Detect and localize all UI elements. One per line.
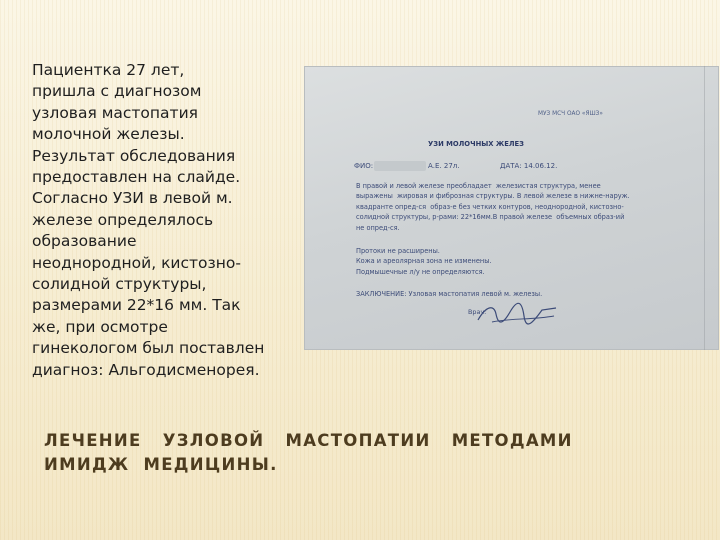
report-findings: В правой и левой железе преобладает железистая структура, менее выражены жировая и фиброзная структуры. В левой железе в нижне-наруж. квадранте опред-ся образ-е без четких контуров, неоднородной, кистозно- солидной структуры, р-рами: 22*16мм.В правой железе объемных образ-ий не опред-ся. <box>356 182 630 232</box>
report-fio-label: ФИО: <box>354 162 374 170</box>
report-document <box>304 66 719 350</box>
report-sign-label: Врач: <box>468 308 487 316</box>
paper-fold <box>704 66 705 350</box>
report-fio-value: А.Е. 27л. <box>428 162 460 170</box>
slide-title-line2: ИМИДЖ МЕДИЦИНЫ. <box>44 455 278 474</box>
report-date: ДАТА: 14.06.12. <box>500 162 558 170</box>
report-notes: Протоки не расширены. Кожа и ареолярная зона не изменены. Подмышечные л/у не определяются. <box>356 247 492 276</box>
report-org: МУЗ МСЧ ОАО «ЯШЗ» <box>538 111 603 117</box>
slide-body-text: Пациентка 27 лет, пришла с диагнозом узловая мастопатия молочной железы. Результат обследования предоставлен на слайде. Согласно УЗИ в левой м. железе определялось образование неоднородной, кистозно- солидной структуры, размерами 22*16 мм. Так же, при осмотре гинекологом был поставлен диагноз: Альгодисменорея. <box>32 61 265 379</box>
doctor-signature <box>472 298 562 330</box>
report-conclusion: ЗАКЛЮЧЕНИЕ: Узловая мастопатия левой м. железы. <box>356 290 543 298</box>
slide-title <box>44 429 694 477</box>
report-title: УЗИ МОЛОЧНЫХ ЖЕЛЕЗ <box>428 140 524 148</box>
ultrasound-report-scan <box>304 66 719 350</box>
slide-title-line1: ЛЕЧЕНИЕ УЗЛОВОЙ МАСТОПАТИИ МЕТОДАМИ <box>44 431 573 450</box>
redacted-name <box>374 161 426 171</box>
